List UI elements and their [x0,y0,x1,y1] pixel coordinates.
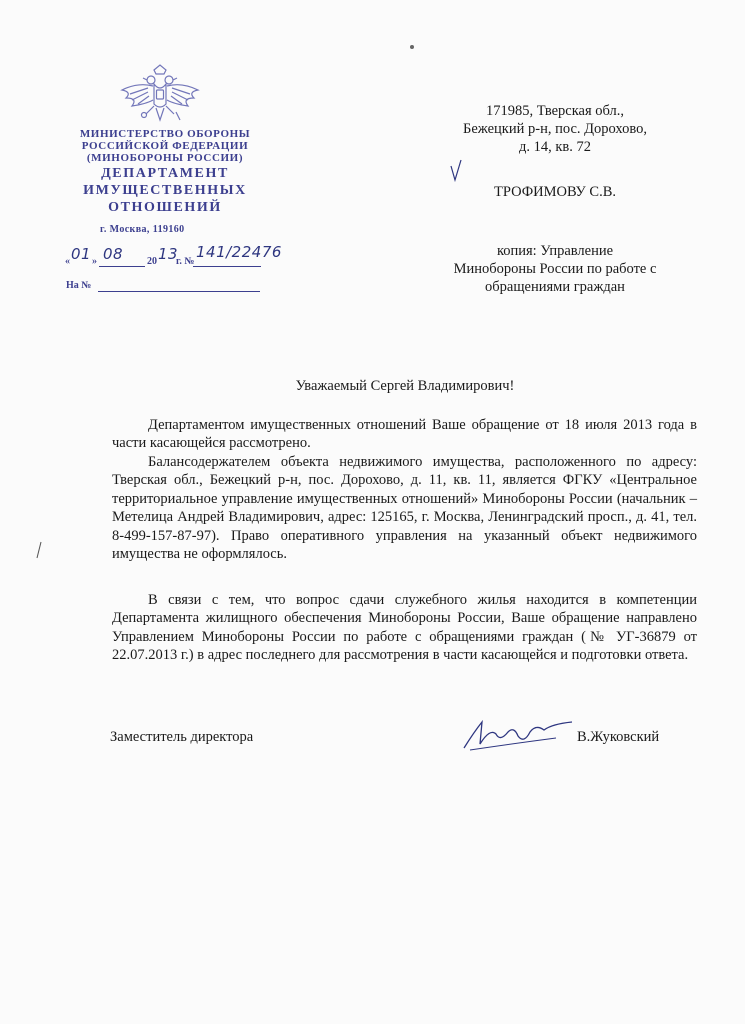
in-reply-label: На № [66,280,92,291]
copy-to-line-2: Минобороны России по работе с [453,261,657,277]
date-day-handwritten: 01 [71,245,92,263]
in-reply-underline [98,291,260,292]
ministry-name-line-3: (МИНОБОРОНЫ РОССИИ) [86,152,244,164]
date-close-quote: » [92,256,97,267]
signer-title: Заместитель директора [110,729,254,745]
department-name-line-3: ОТНОШЕНИЙ [108,200,222,215]
recipient-name: ТРОФИМОВУ С.В. [493,184,617,200]
copy-to-line-1: копия: Управление [496,243,614,259]
greeting: Уважаемый Сергей Владимирович! [295,378,515,394]
outgoing-number-handwritten: 141/22476 [196,243,282,261]
department-city-address: г. Москва, 119160 [100,224,185,235]
copy-to-line-3: обращениями граждан [485,279,625,295]
double-headed-eagle-emblem-icon [118,64,202,126]
body-paragraph-2: Балансодержателем объекта недвижимого имущества, расположенного по адресу: Тверская обл., Бежецкий р-н, пос. Дорохово, д. 11, кв. 11, является ФГКУ «Центральное территориальное управление имущественных отношений» Минобороны России (начальник – Метелица Андрей Владимирович, адрес: 125165, г. Москва, Ленинградский просп., д. 41, тел. 8-499-157-87-97). Право оперативного управления на указанный объект недвижимого имущества не оформлялось. [112,454,697,563]
body-paragraph-1: Департаментом имущественных отношений Ваше обращение от 18 июля 2013 года в части касающейся рассмотрено. [112,417,697,452]
date-open-quote: « [65,256,70,267]
scan-mark-icon [34,540,44,560]
scan-dot-icon [409,44,415,50]
body-paragraph-3: В связи с тем, что вопрос сдачи служебного жилья находится в компетенции Департамента жилищного обеспечения Минобороны России, Ваше обращение направлено Управлением Минобороны России по работе с обращениями граждан (№ УГ-36879 от 22.07.2013 г.) в адрес последнего для рассмотрения в части касающейся и подготовки ответа. [112,592,697,664]
recipient-address-line-3: д. 14, кв. 72 [518,139,592,155]
department-name-line-1: ДЕПАРТАМЕНТ [101,166,229,181]
date-month-handwritten: 08 [103,245,124,263]
outgoing-number-underline [193,266,261,267]
pen-check-mark-icon [449,158,463,182]
department-name-line-2: ИМУЩЕСТВЕННЫХ [83,183,247,198]
ministry-name-line-1: МИНИСТЕРСТВО ОБОРОНЫ [79,128,251,140]
date-month-underline [99,266,145,267]
date-year-handwritten: 13 [158,245,179,263]
ministry-name-line-2: РОССИЙСКОЙ ФЕДЕРАЦИИ [81,140,249,152]
recipient-address-line-1: 171985, Тверская обл., [485,103,625,119]
signer-name: В.Жуковский [577,729,660,745]
recipient-address-line-2: Бежецкий р-н, пос. Дорохово, [463,121,647,137]
handwritten-signature-icon [460,718,575,754]
date-year-prefix: 20 [147,256,157,267]
date-number-label: г. № [176,256,195,267]
